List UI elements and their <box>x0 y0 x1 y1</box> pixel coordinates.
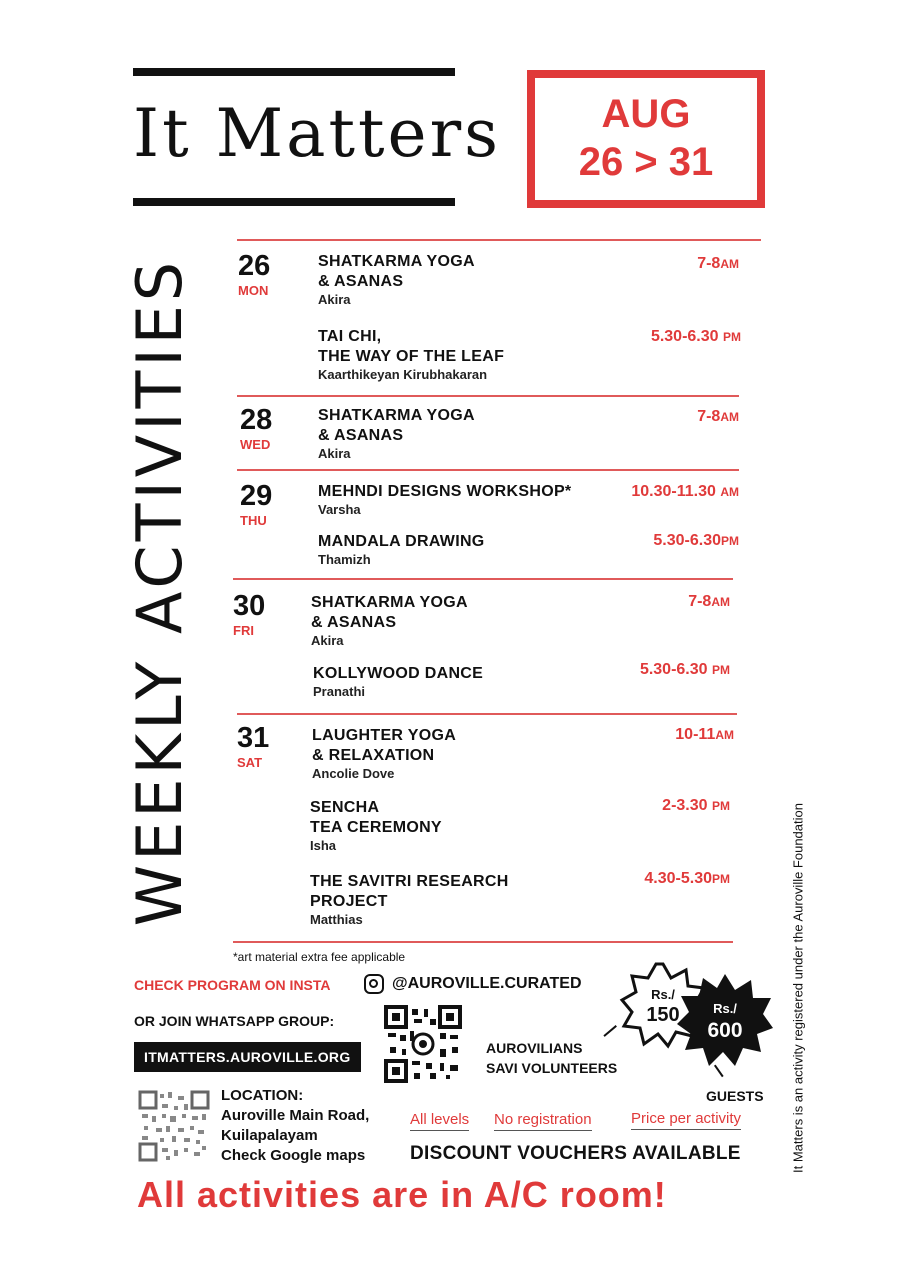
footnote: *art material extra fee applicable <box>233 950 406 964</box>
activity-instructor: Akira <box>311 633 344 648</box>
activity-title: KOLLYWOOD DANCE <box>313 665 484 682</box>
day-name: SAT <box>237 755 263 770</box>
activity-item <box>318 532 485 568</box>
location-qr-icon[interactable] <box>138 1090 210 1162</box>
title-top-rule <box>133 68 455 76</box>
activity-time: 2-3.30 PM <box>662 797 730 814</box>
activity-time: 10-11AM <box>675 726 734 743</box>
schedule-divider <box>237 469 739 471</box>
insta-label: CHECK PROGRAM ON INSTA <box>134 977 331 993</box>
activity-title: THE SAVITRI RESEARCH <box>310 873 509 890</box>
activity-time: 4.30-5.30PM <box>644 870 730 887</box>
activity-time: 7-8AM <box>697 255 739 272</box>
price-150-text: Rs./ 150 <box>646 987 680 1026</box>
tag-no-registration: No registration <box>494 1111 592 1131</box>
activity-title: & RELAXATION <box>312 747 435 764</box>
activity-item <box>318 482 571 518</box>
day-number: 26 <box>238 250 271 282</box>
activity-title: LAUGHTER YOGA <box>312 727 457 744</box>
whatsapp-qr-icon[interactable] <box>384 1005 462 1083</box>
activity-instructor: Akira <box>318 292 351 307</box>
whatsapp-label: OR JOIN WHATSAPP GROUP: <box>134 1013 335 1029</box>
activity-time: 5.30-6.30 PM <box>639 661 730 678</box>
price-audience-guests: GUESTS <box>706 1088 764 1104</box>
schedule-divider <box>237 239 761 241</box>
schedule-divider <box>237 395 739 397</box>
price-600-text: Rs./ 600 <box>707 1001 743 1042</box>
day-block-28 <box>240 404 272 452</box>
date-range: 26 > 31 <box>578 140 714 184</box>
activity-title: MANDALA DRAWING <box>318 533 485 550</box>
weekly-activities-title: WEEKLY ACTIVITIES <box>123 257 196 927</box>
location-line: Auroville Main Road, <box>221 1107 370 1124</box>
activity-item <box>318 327 504 383</box>
title-bottom-rule <box>133 198 455 206</box>
schedule-divider <box>237 713 737 715</box>
activity-title: TAI CHI, <box>318 328 382 345</box>
page-title: It Matters <box>133 95 502 172</box>
day-number: 30 <box>233 590 266 622</box>
day-name: THU <box>240 513 267 528</box>
activity-item <box>318 406 475 462</box>
instagram-icon <box>364 974 384 994</box>
day-block-31 <box>237 722 269 770</box>
location-block <box>221 1086 369 1166</box>
activity-title: PROJECT <box>310 893 388 910</box>
activity-title: & ASANAS <box>318 273 404 290</box>
activity-title: TEA CEREMONY <box>310 819 442 836</box>
footer-banner: All activities are in A/C room! <box>137 1174 667 1215</box>
tag-price-per-activity: Price per activity <box>631 1110 741 1130</box>
website-link[interactable]: ITMATTERS.AUROVILLE.ORG <box>134 1042 361 1072</box>
activity-title: SENCHA <box>310 799 380 816</box>
activity-time: 7-8AM <box>697 408 739 425</box>
activity-instructor: Pranathi <box>313 684 366 699</box>
activity-time: 7-8AM <box>688 593 730 610</box>
activity-instructor: Thamizh <box>318 552 371 567</box>
activity-item <box>310 798 442 854</box>
activity-title: SHATKARMA YOGA <box>318 253 475 270</box>
discount-banner: DISCOUNT VOUCHERS AVAILABLE <box>410 1143 741 1164</box>
location-line: Check Google maps <box>221 1147 366 1164</box>
day-block-26 <box>238 250 270 298</box>
day-number: 31 <box>237 722 270 754</box>
price-audience-residents: AUROVILIANS SAVI VOLUNTEERS <box>486 1040 618 1076</box>
activity-instructor: Kaarthikeyan Kirubhakaran <box>318 367 488 382</box>
insta-handle[interactable]: @AUROVILLE.CURATED <box>392 975 582 992</box>
location-label: LOCATION: <box>221 1087 304 1104</box>
activity-title: SHATKARMA YOGA <box>318 407 475 424</box>
activity-instructor: Isha <box>310 838 337 853</box>
activity-instructor: Akira <box>318 446 351 461</box>
day-name: WED <box>240 437 271 452</box>
activity-instructor: Varsha <box>318 502 361 517</box>
activity-time: 5.30-6.30 PM <box>650 328 741 345</box>
activity-time: 10.30-11.30 AM <box>631 483 739 500</box>
activity-title: SHATKARMA YOGA <box>311 594 468 611</box>
foundation-note: It Matters is an activity registered under the Auroville Foundation <box>790 803 806 1173</box>
location-line: Kuilapalayam <box>221 1127 318 1144</box>
date-range-box <box>527 70 765 208</box>
day-name: FRI <box>233 623 254 638</box>
day-block-29 <box>240 480 272 528</box>
activity-time: 5.30-6.30PM <box>653 532 739 549</box>
date-month: AUG <box>601 92 691 136</box>
activity-instructor: Matthias <box>310 912 363 927</box>
activity-item <box>312 726 456 782</box>
activity-item <box>311 593 468 649</box>
schedule-divider <box>233 941 733 943</box>
activity-item <box>313 664 483 700</box>
activity-item <box>318 252 475 308</box>
activity-instructor: Ancolie Dove <box>312 766 395 781</box>
tag-all-levels: All levels <box>410 1111 469 1131</box>
day-name: MON <box>238 283 269 298</box>
activity-title: & ASANAS <box>311 614 397 631</box>
activity-item <box>310 872 509 928</box>
pricing-pointer <box>603 1025 616 1036</box>
day-number: 28 <box>240 404 273 436</box>
schedule-divider <box>233 578 733 580</box>
activity-title: THE WAY OF THE LEAF <box>318 348 505 365</box>
activity-title: & ASANAS <box>318 427 404 444</box>
day-block-30 <box>233 590 265 638</box>
day-number: 29 <box>240 480 273 512</box>
activity-title: MEHNDI DESIGNS WORKSHOP* <box>318 483 572 500</box>
